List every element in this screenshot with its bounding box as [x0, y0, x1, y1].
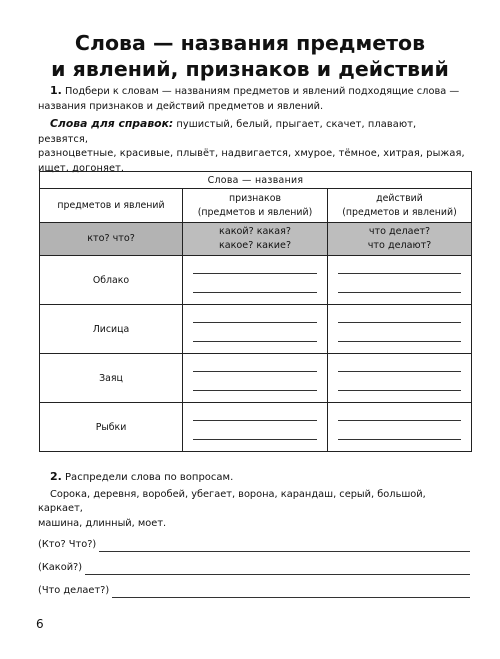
answer-line[interactable] — [338, 439, 461, 440]
answer-line-which[interactable] — [38, 561, 470, 575]
header-actions — [328, 189, 472, 223]
reference-words — [38, 117, 468, 176]
action-answer-cell[interactable] — [328, 305, 472, 354]
question-actions — [328, 223, 472, 256]
table-header-top: Слова — названия — [40, 172, 472, 189]
reference-label: Слова для справок: — [50, 117, 174, 130]
task-2-words-line-2: машина, длинный, моет. — [38, 517, 167, 529]
attribute-answer-cell[interactable] — [183, 256, 328, 305]
header-attributes-line-2: (предметов и явлений) — [197, 206, 313, 218]
answer-line[interactable] — [338, 371, 461, 372]
word-cell: Заяц — [40, 354, 183, 403]
attribute-answer-cell[interactable] — [183, 305, 328, 354]
answer-line[interactable] — [338, 273, 461, 274]
question-label-what-does: (Что делает?) — [38, 584, 110, 596]
answer-line[interactable] — [193, 292, 317, 293]
question-attributes-line-1: какой? какая? — [219, 226, 291, 237]
task-2-instruction — [38, 470, 470, 486]
question-actions-line-2: что делают? — [367, 240, 432, 251]
word-cell: Лисица — [40, 305, 183, 354]
task-1-instruction — [38, 84, 468, 114]
header-objects: предметов и явлений — [40, 189, 183, 223]
answer-line-what-does[interactable] — [38, 584, 470, 598]
answer-line[interactable] — [193, 273, 317, 274]
reference-line-3: ищет, догоняет. — [38, 162, 125, 174]
attribute-answer-cell[interactable] — [183, 354, 328, 403]
page-title — [0, 30, 500, 82]
action-answer-cell[interactable] — [328, 256, 472, 305]
header-attributes — [183, 189, 328, 223]
task-2 — [38, 470, 470, 598]
answer-rule[interactable] — [99, 541, 470, 552]
header-actions-line-1: действий — [376, 192, 423, 204]
answer-rule[interactable] — [112, 587, 470, 598]
question-row — [40, 223, 472, 256]
question-actions-line-1: что делает? — [368, 226, 431, 237]
task-2-words-line-1: Сорока, деревня, воробей, убегает, ворона, карандаш, серый, большой, каркает, — [38, 488, 426, 514]
header-attributes-line-1: признаков — [229, 192, 281, 204]
word-table — [39, 171, 472, 452]
reference-line-1: пушистый, белый, прыгает, скачет, плавают, резвятся, — [38, 119, 417, 145]
table-row — [40, 256, 472, 305]
attribute-answer-cell[interactable] — [183, 403, 328, 452]
answer-line[interactable] — [338, 292, 461, 293]
task-2-words — [38, 488, 470, 532]
word-cell: Облако — [40, 256, 183, 305]
answer-line[interactable] — [338, 420, 461, 421]
question-attributes — [183, 223, 328, 256]
table-row — [40, 403, 472, 452]
word-cell: Рыбки — [40, 403, 183, 452]
answer-line[interactable] — [193, 322, 317, 323]
task-1 — [38, 84, 468, 176]
task-1-text-line-1: Подбери к словам — названиям предметов и явлений подходящие слова — — [64, 86, 460, 97]
question-label-who-what: (Кто? Что?) — [38, 538, 97, 550]
table-row — [40, 305, 472, 354]
answer-line[interactable] — [193, 390, 317, 391]
question-attributes-line-2: какое? какие? — [218, 240, 292, 251]
question-label-which: (Какой?) — [38, 561, 83, 573]
title-line-1: Слова — названия предметов — [74, 31, 426, 55]
question-objects: кто? что? — [40, 223, 183, 256]
action-answer-cell[interactable] — [328, 354, 472, 403]
answer-line[interactable] — [193, 439, 317, 440]
task-1-text-line-2: названия признаков и действий предметов и явлений. — [38, 100, 324, 112]
task-1-number: 1. — [50, 84, 62, 97]
answer-line[interactable] — [193, 371, 317, 372]
answer-line[interactable] — [338, 322, 461, 323]
answer-line[interactable] — [338, 390, 461, 391]
title-line-2: и явлений, признаков и действий — [51, 57, 449, 81]
answer-line[interactable] — [193, 341, 317, 342]
answer-line[interactable] — [338, 341, 461, 342]
table-row — [40, 354, 472, 403]
answer-line[interactable] — [193, 420, 317, 421]
action-answer-cell[interactable] — [328, 403, 472, 452]
answer-rule[interactable] — [85, 564, 470, 575]
header-actions-line-2: (предметов и явлений) — [342, 206, 457, 218]
task-2-text: Распредели слова по вопросам. — [65, 472, 234, 483]
page-number: 6 — [36, 617, 44, 631]
task-2-number: 2. — [50, 470, 62, 483]
reference-line-2: разноцветные, красивые, плывёт, надвигается, хмурое, тёмное, хитрая, рыжая, — [38, 148, 465, 159]
answer-line-who-what[interactable] — [38, 538, 470, 552]
